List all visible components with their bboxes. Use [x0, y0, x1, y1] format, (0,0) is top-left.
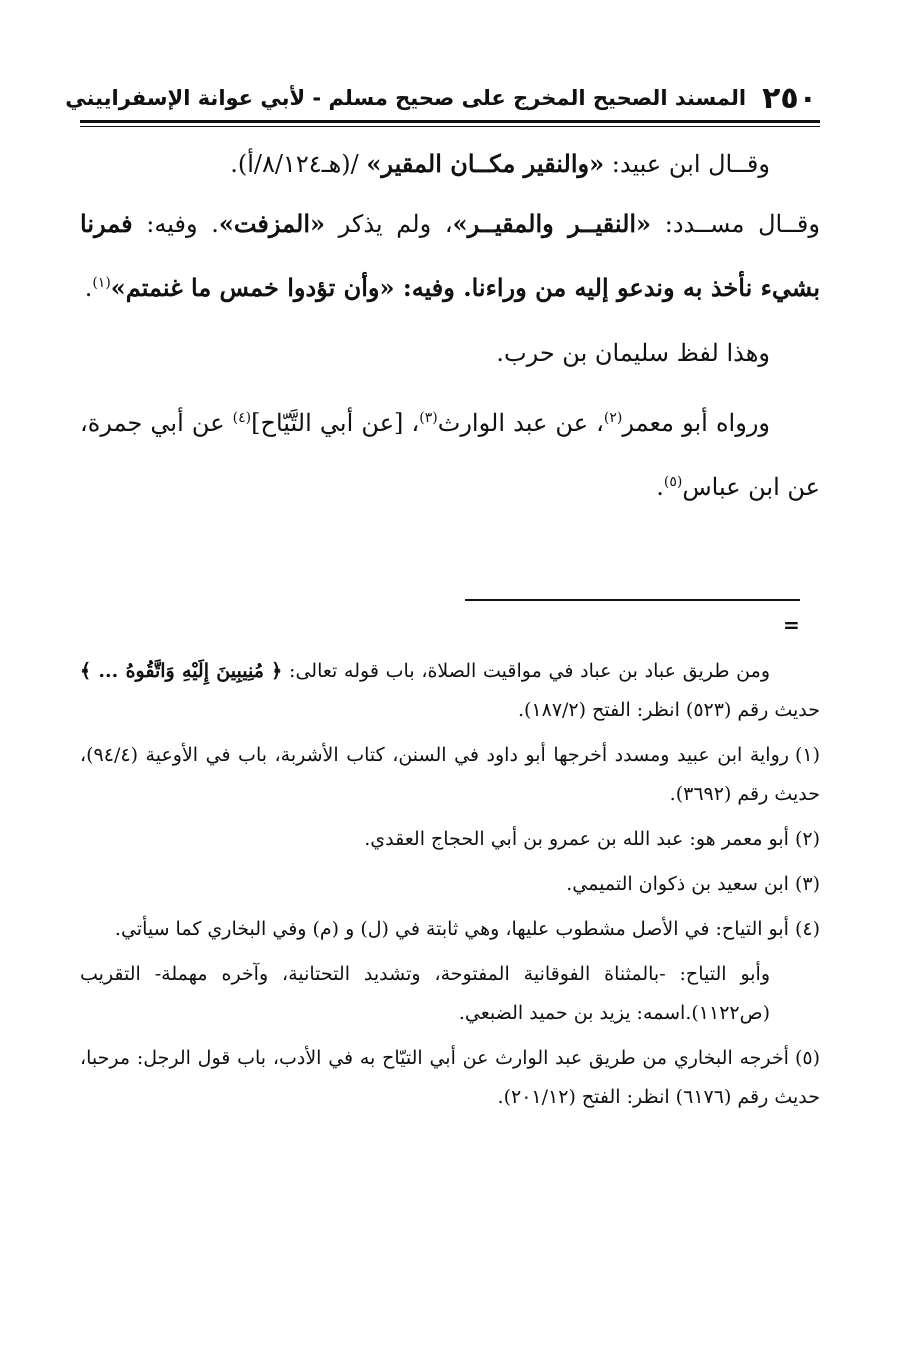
page-header [65, 80, 817, 116]
footnotes [80, 652, 820, 1123]
footnote-1: (١)رواية ابن عبيد ومسدد أخرجها أبو داود في السنن، كتاب الأشربة، باب في الأوعية (٩٤/٤)، حديث رقم (٣٦٩٢). [80, 744, 820, 805]
footnote-5: (٥)أخرجه البخاري من طريق عبد الوارث عن أبي التيّاح به في الأدب، باب قول الرجل: مرحبا، حديث رقم (٦١٧٦) انظر: الفتح (٢٠١/١٢). [80, 1047, 820, 1108]
footnote-ref-4: (٤) [232, 410, 252, 426]
header-rule-thick [80, 120, 820, 123]
paragraph-ibn-ubaid: وقــال ابن عبيد: «والنقير مكــان المقير» /(هـ٨/١٢٤/أ). [230, 149, 770, 178]
running-title: المسند الصحيح المخرج على صحيح مسلم - لأبي عوانة الإسفراييني [65, 86, 747, 110]
footnote-4: (٤)أبو التياح: في الأصل مشطوب عليها، وهي ثابتة في (ل) و (م) وفي البخاري كما سيأتي. [114, 918, 820, 940]
page-number: ٢٥٠ [762, 80, 817, 116]
footnote-2: (٢)أبو معمر هو: عبد الله بن عمرو بن أبي الحجاج العقدي. [364, 828, 820, 850]
footnote-3: (٣)ابن سعيد بن ذكوان التميمي. [566, 873, 820, 895]
footnote-number: (٣) [794, 873, 820, 895]
footnote-ref-3: (٣) [419, 410, 438, 426]
paragraph-musaddad: وقــال مســدد: «النقيــر والمقيــر»، ولم يذكر «المزفت». وفيه: فمرنا بشيء نأخذ به وندعو إليه من وراءنا. وفيه: «وأن تؤدوا خمس ما غنمتم»$^{(١)}$. [80, 209, 820, 302]
footnote-4-extra: وأبو التياح: -بالمثناة الفوقانية المفتوحة، وتشديد التحتانية، وآخره مهملة- التقريب (ص١١٢٢).اسمه: يزيد بن حميد الضبعي. [80, 963, 770, 1024]
footnote-divider [465, 599, 800, 601]
footnote-number: (٥) [794, 1047, 820, 1069]
continuation-mark: = [783, 613, 800, 637]
footnote-ref-2: (٢) [603, 410, 623, 426]
footnote-number: (٤) [794, 918, 820, 940]
footnote-ref-5: (٥) [663, 474, 683, 490]
paragraph-abu-mamar: ورواه أبو معمر$^{(٢)}$، عن عبد الوارث$^{(٣)}$، [عن أبي التَّيّاح]$^{(٤)}$ عن أبي جمرة، عن ابن عباس$^{(٥)}$. [80, 409, 820, 501]
footnote-number: (١) [794, 744, 820, 766]
footnote-continuation: ومن طريق عباد بن عباد في مواقيت الصلاة، باب قوله تعالى: ﴿ مُنِيبِينَ إِلَيْهِ وَاتَّقُوهُ ... ﴾ حديث رقم (٥٢٣) انظر: الفتح (١٨٧/٢). [80, 660, 820, 721]
quran-verse: ﴿ مُنِيبِينَ إِلَيْهِ وَاتَّقُوهُ ... ﴾ [80, 660, 283, 682]
footnote-ref-1: (١) [92, 275, 111, 291]
footnote-number: (٢) [794, 828, 820, 850]
main-text [80, 134, 820, 517]
paragraph-sulayman: وهذا لفظ سليمان بن حرب. [496, 339, 770, 367]
header-rule-thin [80, 126, 820, 127]
